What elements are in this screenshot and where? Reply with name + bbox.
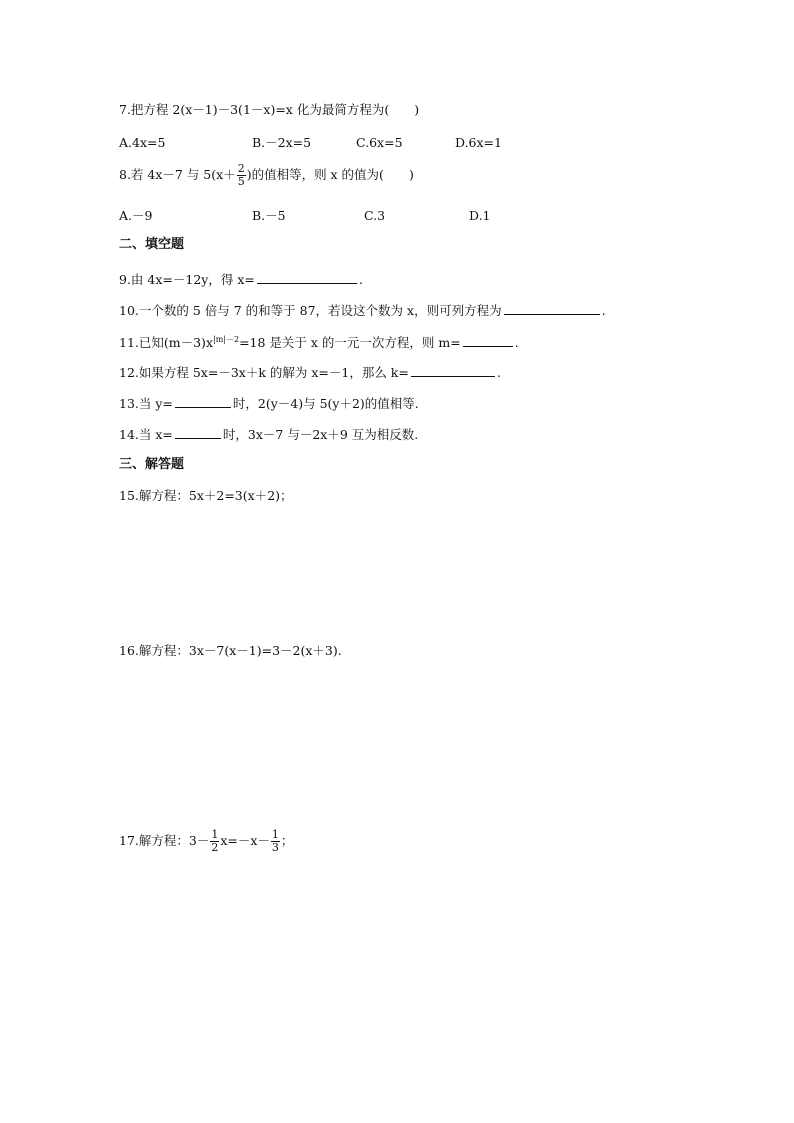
question-15: 15.解方程：5x＋2=3(x＋2)；	[119, 488, 293, 503]
q17-frac2-numerator: 1	[271, 828, 279, 841]
q13-text-post: 时，2(y－4)与 5(y＋2)的值相等.	[232, 396, 419, 411]
q8-option-a: A.－9	[119, 208, 153, 223]
q13-text: 13.当 y=	[119, 396, 173, 411]
question-16: 16.解方程：3x－7(x－1)=3－2(x＋3).	[119, 643, 342, 658]
q8-option-b: B.－5	[252, 208, 286, 223]
q17-frac1-numerator: 1	[211, 828, 219, 841]
q11-exponent: |m|－2	[213, 335, 240, 344]
q9-answer-blank[interactable]	[257, 270, 357, 284]
question-14	[119, 425, 418, 443]
q7-option-b: B.－2x=5	[252, 135, 312, 150]
q8-option-c: C.3	[364, 208, 386, 223]
q17-end: ；	[280, 833, 294, 848]
q9-text: 9.由 4x=－12y，得 x=	[119, 272, 255, 287]
q17-text: 17.解方程：3－	[119, 833, 210, 848]
q14-answer-blank[interactable]	[175, 425, 221, 439]
q11-text: 11.已知(m－3)x	[119, 335, 213, 350]
q8-frac-denominator: 5	[237, 175, 245, 188]
q11-text-mid: =18 是关于 x 的一元一次方程，则 m=	[239, 335, 461, 350]
q11-answer-blank[interactable]	[463, 333, 513, 347]
question-10	[119, 301, 606, 319]
q12-answer-blank[interactable]	[411, 363, 495, 377]
q17-fraction-1	[210, 829, 219, 854]
q12-text: 12.如果方程 5x=－3x＋k 的解为 x=－1，那么 k=	[119, 365, 409, 380]
q10-text: 10.一个数的 5 倍与 7 的和等于 87，若设这个数为 x，则可列方程为	[119, 303, 502, 318]
q8-stem-post: )的值相等，则 x 的值为( )	[246, 167, 414, 182]
question-11	[119, 332, 519, 351]
question-8-stem	[119, 162, 414, 188]
question-13	[119, 394, 419, 412]
q7-option-d: D.6x=1	[455, 135, 502, 150]
section-2-title: 二、填空题	[119, 237, 185, 252]
q8-option-d: D.1	[469, 208, 491, 223]
question-7-stem: 7.把方程 2(x－1)－3(1－x)=x 化为最简方程为( )	[119, 102, 420, 117]
q9-end: .	[358, 272, 363, 287]
question-17	[119, 828, 293, 854]
question-9	[119, 270, 363, 288]
q8-frac-numerator: 2	[237, 162, 245, 175]
q17-frac2-denominator: 3	[271, 841, 279, 854]
q7-option-a: A.4x=5	[119, 135, 166, 150]
q13-answer-blank[interactable]	[175, 394, 231, 408]
q17-text-mid: x=－x－	[220, 833, 270, 848]
question-12	[119, 363, 501, 381]
q10-answer-blank[interactable]	[504, 301, 600, 315]
section-3-title: 三、解答题	[119, 457, 185, 472]
q14-text: 14.当 x=	[119, 427, 173, 442]
q8-fraction	[237, 163, 246, 188]
q12-end: .	[496, 365, 501, 380]
q7-option-c: C.6x=5	[356, 135, 403, 150]
q17-fraction-2	[271, 829, 280, 854]
q11-end: .	[514, 335, 519, 350]
q8-stem-pre: 8.若 4x－7 与 5(x＋	[119, 167, 236, 182]
q14-text-post: 时，3x－7 与－2x＋9 互为相反数.	[222, 427, 419, 442]
q10-end: .	[601, 303, 606, 318]
q17-frac1-denominator: 2	[211, 841, 219, 854]
